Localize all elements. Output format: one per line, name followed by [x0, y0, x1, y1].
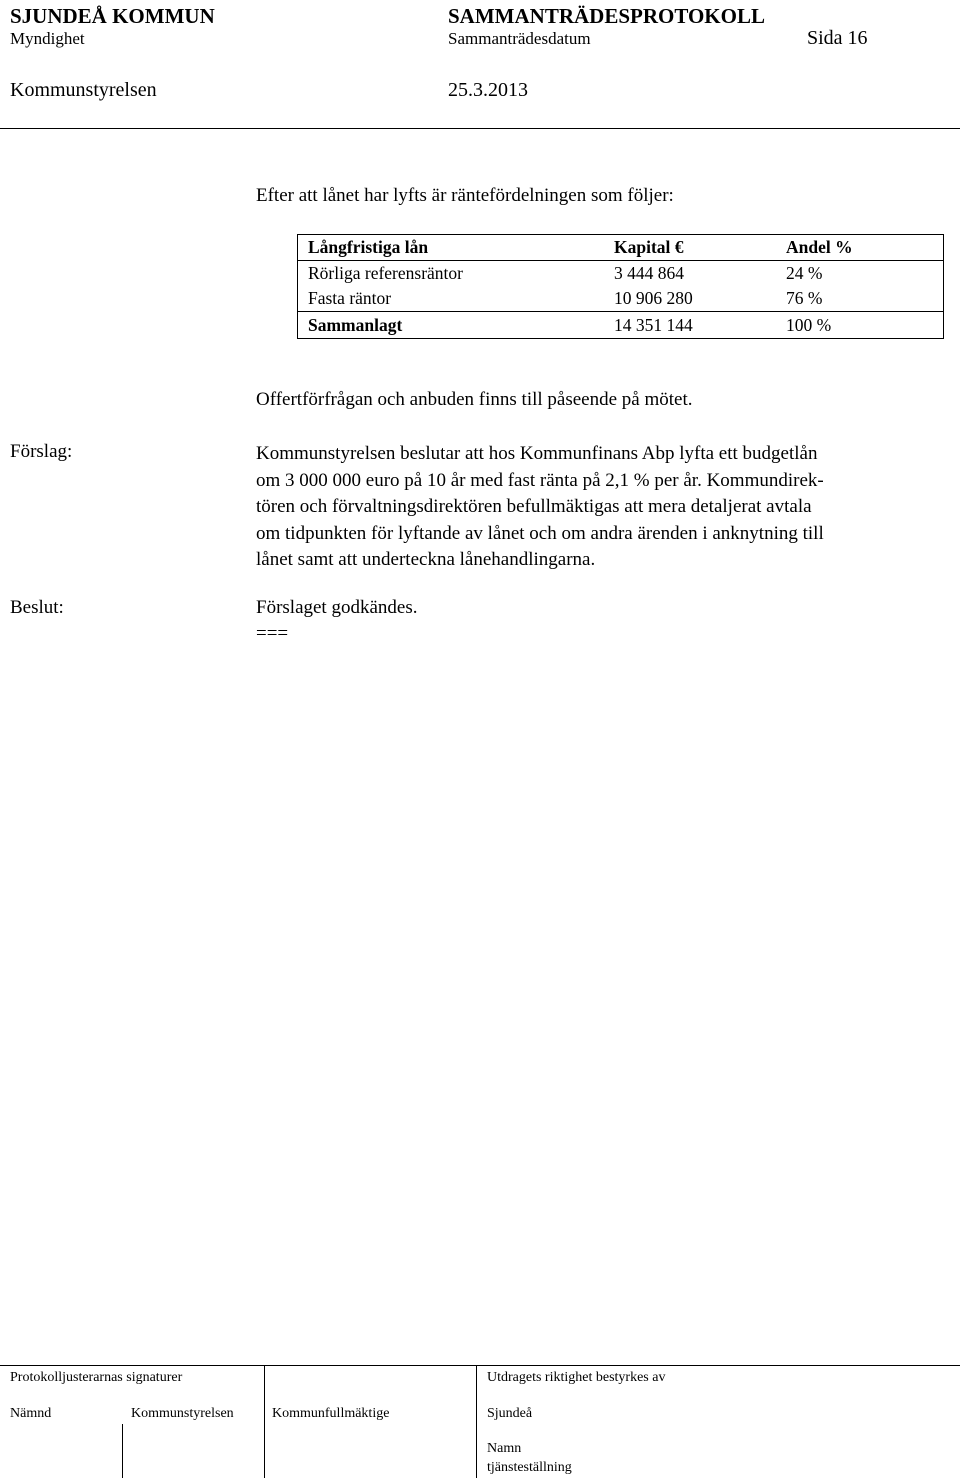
name-label: Namn [487, 1441, 522, 1456]
proposal-text [256, 441, 946, 574]
title-label: tjänsteställning [487, 1460, 572, 1475]
proposal-label: Förslag: [10, 441, 73, 462]
footer-divider [476, 1365, 477, 1478]
table-cell: 24 % [784, 261, 944, 287]
proposal-line: om tidpunkten för lyftande av lånet och om andra ärenden i anknytning till [256, 522, 824, 544]
table-total-row [298, 312, 944, 339]
interest-rate-table [297, 234, 944, 339]
proposal-line: Kommunstyrelsen beslutar att hos Kommunfinans Abp lyfta ett budgetlån [256, 443, 818, 464]
table-cell: 76 % [784, 286, 944, 312]
table-cell: Rörliga referensräntor [298, 261, 609, 287]
certified-label: Utdragets riktighet bestyrkes av [487, 1370, 666, 1385]
table-cell: Fasta räntor [298, 286, 609, 312]
decision-label: Beslut: [10, 597, 64, 618]
table-row [298, 261, 944, 287]
proposal-line: tören och förvaltningsdirektören befullmäktigas att mera detaljerat avtala [256, 496, 812, 517]
table-cell: 10 906 280 [614, 288, 693, 308]
column-header: Kapital € [608, 235, 784, 261]
proposal-line: om 3 000 000 euro på 10 år med fast ränta på 2,1 % per år. Kommundirek- [256, 469, 824, 491]
footer-divider [264, 1365, 265, 1478]
table-cell: 14 351 144 [608, 312, 784, 339]
footer-divider [122, 1424, 123, 1478]
decision-text: Förslaget godkändes. [256, 597, 418, 618]
proposal-line: lånet samt att underteckna lånehandlingarna. [256, 549, 596, 570]
document-type: SAMMANTRÄDESPROTOKOLL [448, 4, 765, 28]
meeting-date-label: Sammanträdesdatum [448, 29, 591, 48]
place-name: Sjundeå [487, 1406, 533, 1421]
meeting-date-value: 25.3.2013 [448, 79, 528, 101]
signatures-label: Protokolljusterarnas signaturer [10, 1370, 183, 1385]
authority-label: Myndighet [10, 29, 85, 48]
header-divider [0, 128, 960, 129]
board-name: Kommunfullmäktige [272, 1406, 390, 1421]
table-cell: Sammanlagt [298, 312, 609, 339]
column-header: Långfristiga lån [298, 235, 609, 261]
organization-name: SJUNDEÅ KOMMUN [10, 4, 215, 28]
intro-text: Efter att lånet har lyfts är räntefördelningen som följer: [256, 185, 674, 206]
board-label: Nämnd [10, 1406, 52, 1421]
table-header-row [298, 235, 944, 261]
table-row [298, 286, 944, 312]
decision-end-mark: === [256, 623, 289, 644]
board-name: Kommunstyrelsen [131, 1406, 234, 1421]
table-cell: 100 % [784, 312, 944, 339]
authority-value: Kommunstyrelsen [10, 79, 157, 101]
column-header: Andel % [784, 235, 944, 261]
page-number: Sida 16 [807, 27, 868, 49]
footer-top-rule [0, 1365, 960, 1366]
offer-note: Offertförfrågan och anbuden finns till påseende på mötet. [256, 389, 693, 410]
table-cell: 3 444 864 [614, 263, 684, 283]
